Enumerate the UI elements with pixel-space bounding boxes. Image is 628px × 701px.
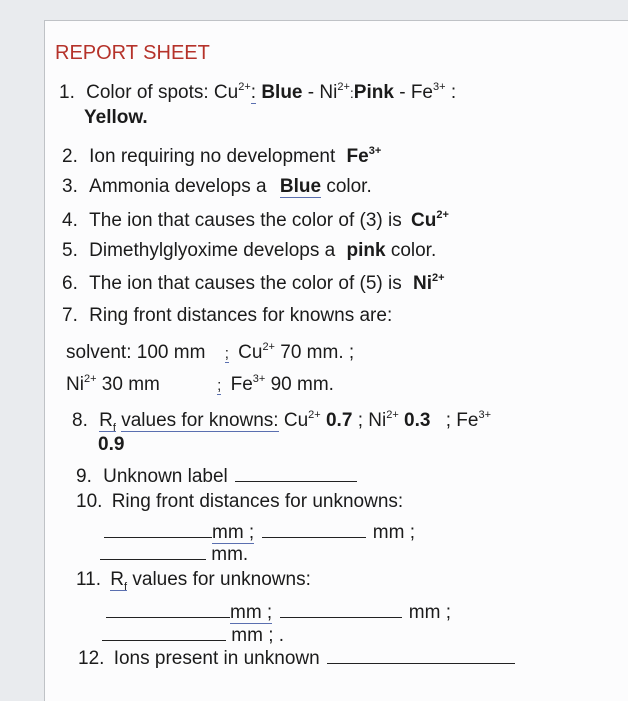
answer-ion: Fe [346,146,369,167]
ion-symbol: Cu [238,342,263,363]
answer-cu-color: Blue [261,82,303,103]
item-text: Color of spots: [86,82,209,103]
ion-charge: 2+ [308,408,321,421]
ion-charge: 2+ [238,80,251,93]
ion-charge: 2+ [83,372,97,385]
answer-fe-color: Yellow. [84,107,148,128]
ion-charge: 2+ [262,340,275,353]
unit: mm ; . [231,625,285,646]
item-number: 9. [76,466,92,487]
ion-charge: 3+ [478,408,492,421]
ion-charge: 2+ [436,208,449,221]
item-number: 3. [62,176,78,197]
answer-color: Blue [279,176,322,197]
item-number: 4. [62,210,78,231]
item-number: 8. [72,410,88,431]
item-number: 5. [62,240,78,261]
distance-blank[interactable] [100,541,206,560]
distance-blank[interactable] [262,519,366,538]
item-number: 1. [59,82,75,103]
separator: : [450,82,457,103]
distance-blank[interactable] [104,519,212,538]
separator: ; [224,345,229,362]
rf-f: f [112,421,116,434]
ion-charge: 3+ [252,372,266,385]
known-distance: 90 mm. [270,374,334,395]
unit: mm. [211,544,249,565]
ion-charge: 2+ [337,80,350,93]
rf-label [110,569,127,591]
item-8-cont [98,434,124,456]
ion-symbol: Cu [283,410,309,431]
item-text: Unknown label [103,466,228,487]
item-number: 2. [62,146,78,167]
unit: mm ; [212,522,255,543]
ion-charge: 3+ [368,144,382,157]
item-1 [59,82,456,104]
rf-blank[interactable] [102,622,226,641]
item-7 [62,305,392,327]
item-text: Ammonia develops a [89,176,267,197]
item-2 [62,146,381,168]
rf-r: R [99,410,113,431]
answer-ni-color: Pink [353,82,394,103]
page-title: REPORT SHEET [55,42,210,64]
item-5 [62,240,436,262]
item-text: The ion that causes the color of (5) is [89,273,402,294]
item-7-row-2 [66,374,334,397]
item-3 [62,176,372,198]
item-text: Ring front distances for unknowns: [111,491,404,512]
unit: mm ; [372,522,415,543]
answer-color: pink [346,240,386,261]
separator: ; [217,377,222,394]
ion-charge: 2+ [432,271,445,284]
ion-symbol: Ni [368,410,387,431]
item-text: color. [326,176,372,197]
item-11-row-2 [102,622,284,647]
item-4 [62,210,449,232]
rf-value: 0.9 [98,434,125,455]
ion-symbol: Ni [319,82,338,103]
unknown-label-blank[interactable] [235,463,357,482]
rf-label [99,410,116,432]
unit: mm ; [408,602,451,623]
rf-f: f [124,580,128,593]
known-distance: solvent: 100 mm [66,342,206,363]
rf-value: 0.7 [325,410,353,431]
ion-symbol: Ni [66,374,84,395]
item-1-cont [84,107,148,129]
item-number: 6. [62,273,78,294]
rf-value: 0.3 [404,410,431,431]
item-10 [76,491,403,513]
item-text: color. [390,240,437,261]
item-11 [76,569,311,591]
item-number: 11. [76,569,102,590]
item-6 [62,273,445,295]
item-text: Ring front distances for knowns are: [89,305,393,326]
separator: : [250,82,257,103]
ions-present-blank[interactable] [327,645,515,664]
ion-symbol: Cu [213,82,239,103]
ion-charge: 3+ [433,80,446,93]
separator: ; [445,410,452,431]
rf-blank[interactable] [106,599,230,618]
item-8 [72,410,491,432]
separator: - [399,82,406,103]
separator: ; [357,410,363,431]
answer-ion: Ni [413,273,433,294]
separator: - [307,82,315,103]
item-number: 7. [62,305,78,326]
ion-symbol: Fe [230,374,253,395]
item-text: Ion requiring no development [89,146,336,167]
item-number: 10. [76,491,103,512]
item-10-row-2 [100,541,248,566]
known-distance: 30 mm [101,374,160,395]
separator: : [349,85,354,101]
item-7-row-1 [66,342,354,365]
item-text: values for knowns: [121,410,279,431]
rf-blank[interactable] [280,599,402,618]
rf-r: R [110,569,125,590]
answer-ion: Cu [411,210,437,231]
item-text: Dimethylglyoxime develops a [89,240,336,261]
ion-symbol: Fe [410,82,433,103]
item-text: The ion that causes the color of (3) is [89,210,402,231]
unit: mm ; [230,602,273,623]
item-number: 12. [78,648,105,669]
item-11-row-1 [106,599,451,624]
item-text: values for unknowns: [132,569,311,590]
item-9 [76,463,357,488]
ion-charge: 2+ [386,408,399,421]
item-text: Ions present in unknown [113,648,320,669]
known-distance: 70 mm. ; [280,342,355,363]
ion-symbol: Fe [456,410,479,431]
item-12 [78,645,515,670]
